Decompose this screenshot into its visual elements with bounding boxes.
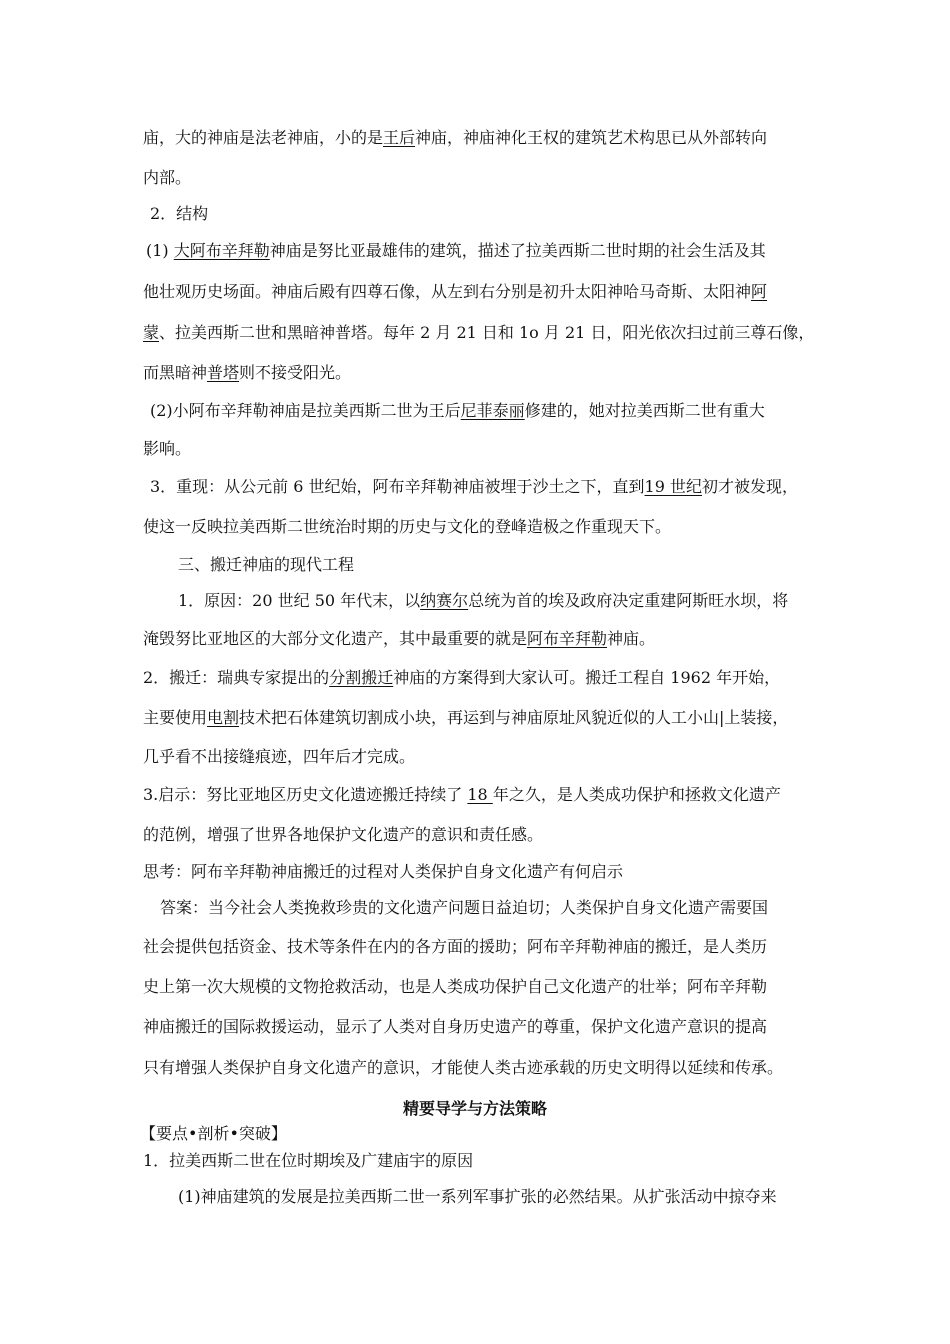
answer-line: 社会提供包括资金、技术等条件在内的各方面的援助；阿布辛拜勒神庙的搬迁，是人类历 <box>143 937 768 956</box>
paragraph-line <box>143 707 788 729</box>
underlined-term: 18 <box>467 785 493 804</box>
text-run: (2)小阿布辛拜勒神庙是拉美西斯二世为王后 <box>150 401 461 420</box>
paragraph-line <box>143 667 780 689</box>
paragraph-line <box>150 400 765 422</box>
paragraph-line <box>143 322 814 344</box>
paragraph-line: 的范例，增强了世界各地保护文化遗产的意识和责任感。 <box>143 825 544 844</box>
paragraph-line <box>143 362 351 384</box>
text-run: 庙，大的神庙是法老神庙，小的是 <box>143 128 384 147</box>
text-run: 淹毁努比亚地区的大部分文化遗产，其中最重要的就是 <box>143 629 528 648</box>
text-run: 总统为首的埃及政府决定重建阿斯旺水坝，将 <box>468 591 789 610</box>
text-run: 、拉美西斯二世和黑暗神普塔。每年 2 月 21 日和 1o 月 21 日，阳光依次扫过前三尊石像， <box>159 323 815 342</box>
text-run: 而黑暗神 <box>143 363 208 382</box>
answer-line: 史上第一次大规模的文物抢救活动，也是人类成功保护自己文化遗产的壮举；阿布辛拜勒 <box>143 977 768 996</box>
answer-line: 只有增强人类保护自身文化遗产的意识，才能使人类古迹承载的历史文明得以延续和传承。 <box>143 1058 784 1077</box>
paragraph-line <box>143 628 655 650</box>
underlined-term: 分割搬迁 <box>329 668 394 687</box>
underlined-term: 阿 <box>751 282 768 301</box>
underlined-term: 电割 <box>207 708 240 727</box>
text-run: 主要使用 <box>143 708 208 727</box>
text-run: 修建的，她对拉美西斯二世有重大 <box>524 401 765 420</box>
paragraph-line: 几乎看不出接缝痕迹，四年后才完成。 <box>143 747 416 766</box>
paragraph-line <box>143 127 767 149</box>
paragraph-line: 内部。 <box>143 168 192 187</box>
paragraph-line: (1)神庙建筑的发展是拉美西斯二世一系列军事扩张的必然结果。从扩张活动中掠夺来 <box>178 1187 777 1206</box>
underlined-term: 大阿布辛拜勒 <box>173 241 270 260</box>
underlined-term: 19 世纪 <box>644 477 702 496</box>
answer-line: 答案：当今社会人类挽救珍贵的文化遗产问题日益迫切；人类保护自身文化遗产需要国 <box>160 898 769 917</box>
section-title: 精要导学与方法策略 <box>402 1099 547 1118</box>
text-run: 技术把石体建筑切割成小块，再运到与神庙原址风貌近似的人工小山|上装接， <box>239 708 789 727</box>
paragraph-line <box>143 784 781 806</box>
list-item: 1．拉美西斯二世在位时期埃及广建庙宇的原因 <box>143 1151 474 1170</box>
paragraph-line: 使这一反映拉美西斯二世统治时期的历史与文化的登峰造极之作重现天下。 <box>143 517 672 536</box>
text-run: 则不接受阳光。 <box>239 363 352 382</box>
underlined-term: 尼菲泰丽 <box>460 401 525 420</box>
text-run: 1．原因：20 世纪 50 年代末，以 <box>178 591 421 610</box>
bracket-heading: 【要点•剖析•突破】 <box>140 1124 287 1143</box>
text-run: 神庙，神庙神化王权的建筑艺术构思已从外部转向 <box>415 128 768 147</box>
underlined-term: 普塔 <box>207 363 240 382</box>
text-run: 2．搬迁：瑞典专家提出的 <box>143 668 330 687</box>
paragraph-line: 影响。 <box>143 439 192 458</box>
paragraph-line <box>146 240 766 262</box>
answer-line: 神庙搬迁的国际救援运动，显示了人类对自身历史遗产的尊重，保护文化遗产意识的提高 <box>143 1017 768 1036</box>
underlined-term: 纳赛尔 <box>420 591 469 610</box>
underlined-term: 阿布辛拜勒 <box>527 629 608 648</box>
paragraph-line <box>143 281 767 303</box>
paragraph-line <box>178 590 788 612</box>
paragraph-line <box>150 476 798 498</box>
underlined-term: 蒙 <box>143 323 160 342</box>
section-heading: 三、搬迁神庙的现代工程 <box>178 555 355 574</box>
text-run: 神庙的方案得到大家认可。搬迁工程自 1962 年开始， <box>393 668 781 687</box>
section-heading: 2．结构 <box>150 204 209 223</box>
text-run: 他壮观历史场面。神庙后殿有四尊石像，从左到右分别是初升太阳神哈马奇斯、太阳神 <box>143 282 752 301</box>
text-run: 3.启示：努比亚地区历史文化遗迹搬迁持续了 <box>143 785 468 804</box>
underlined-term: 王后 <box>383 128 416 147</box>
text-run: (1) <box>146 241 174 260</box>
text-run: 3．重现：从公元前 6 世纪始，阿布辛拜勒神庙被埋于沙土之下，直到 <box>150 477 645 496</box>
text-run: 初才被发现， <box>702 477 799 496</box>
question-line: 思考：阿布辛拜勒神庙搬迁的过程对人类保护自身文化遗产有何启示 <box>143 862 624 881</box>
text-run: 神庙是努比亚最雄伟的建筑，描述了拉美西斯二世时期的社会生活及其 <box>269 241 766 260</box>
text-run: 年之久，是人类成功保护和拯救文化遗产 <box>492 785 781 804</box>
text-run: 神庙。 <box>607 629 656 648</box>
